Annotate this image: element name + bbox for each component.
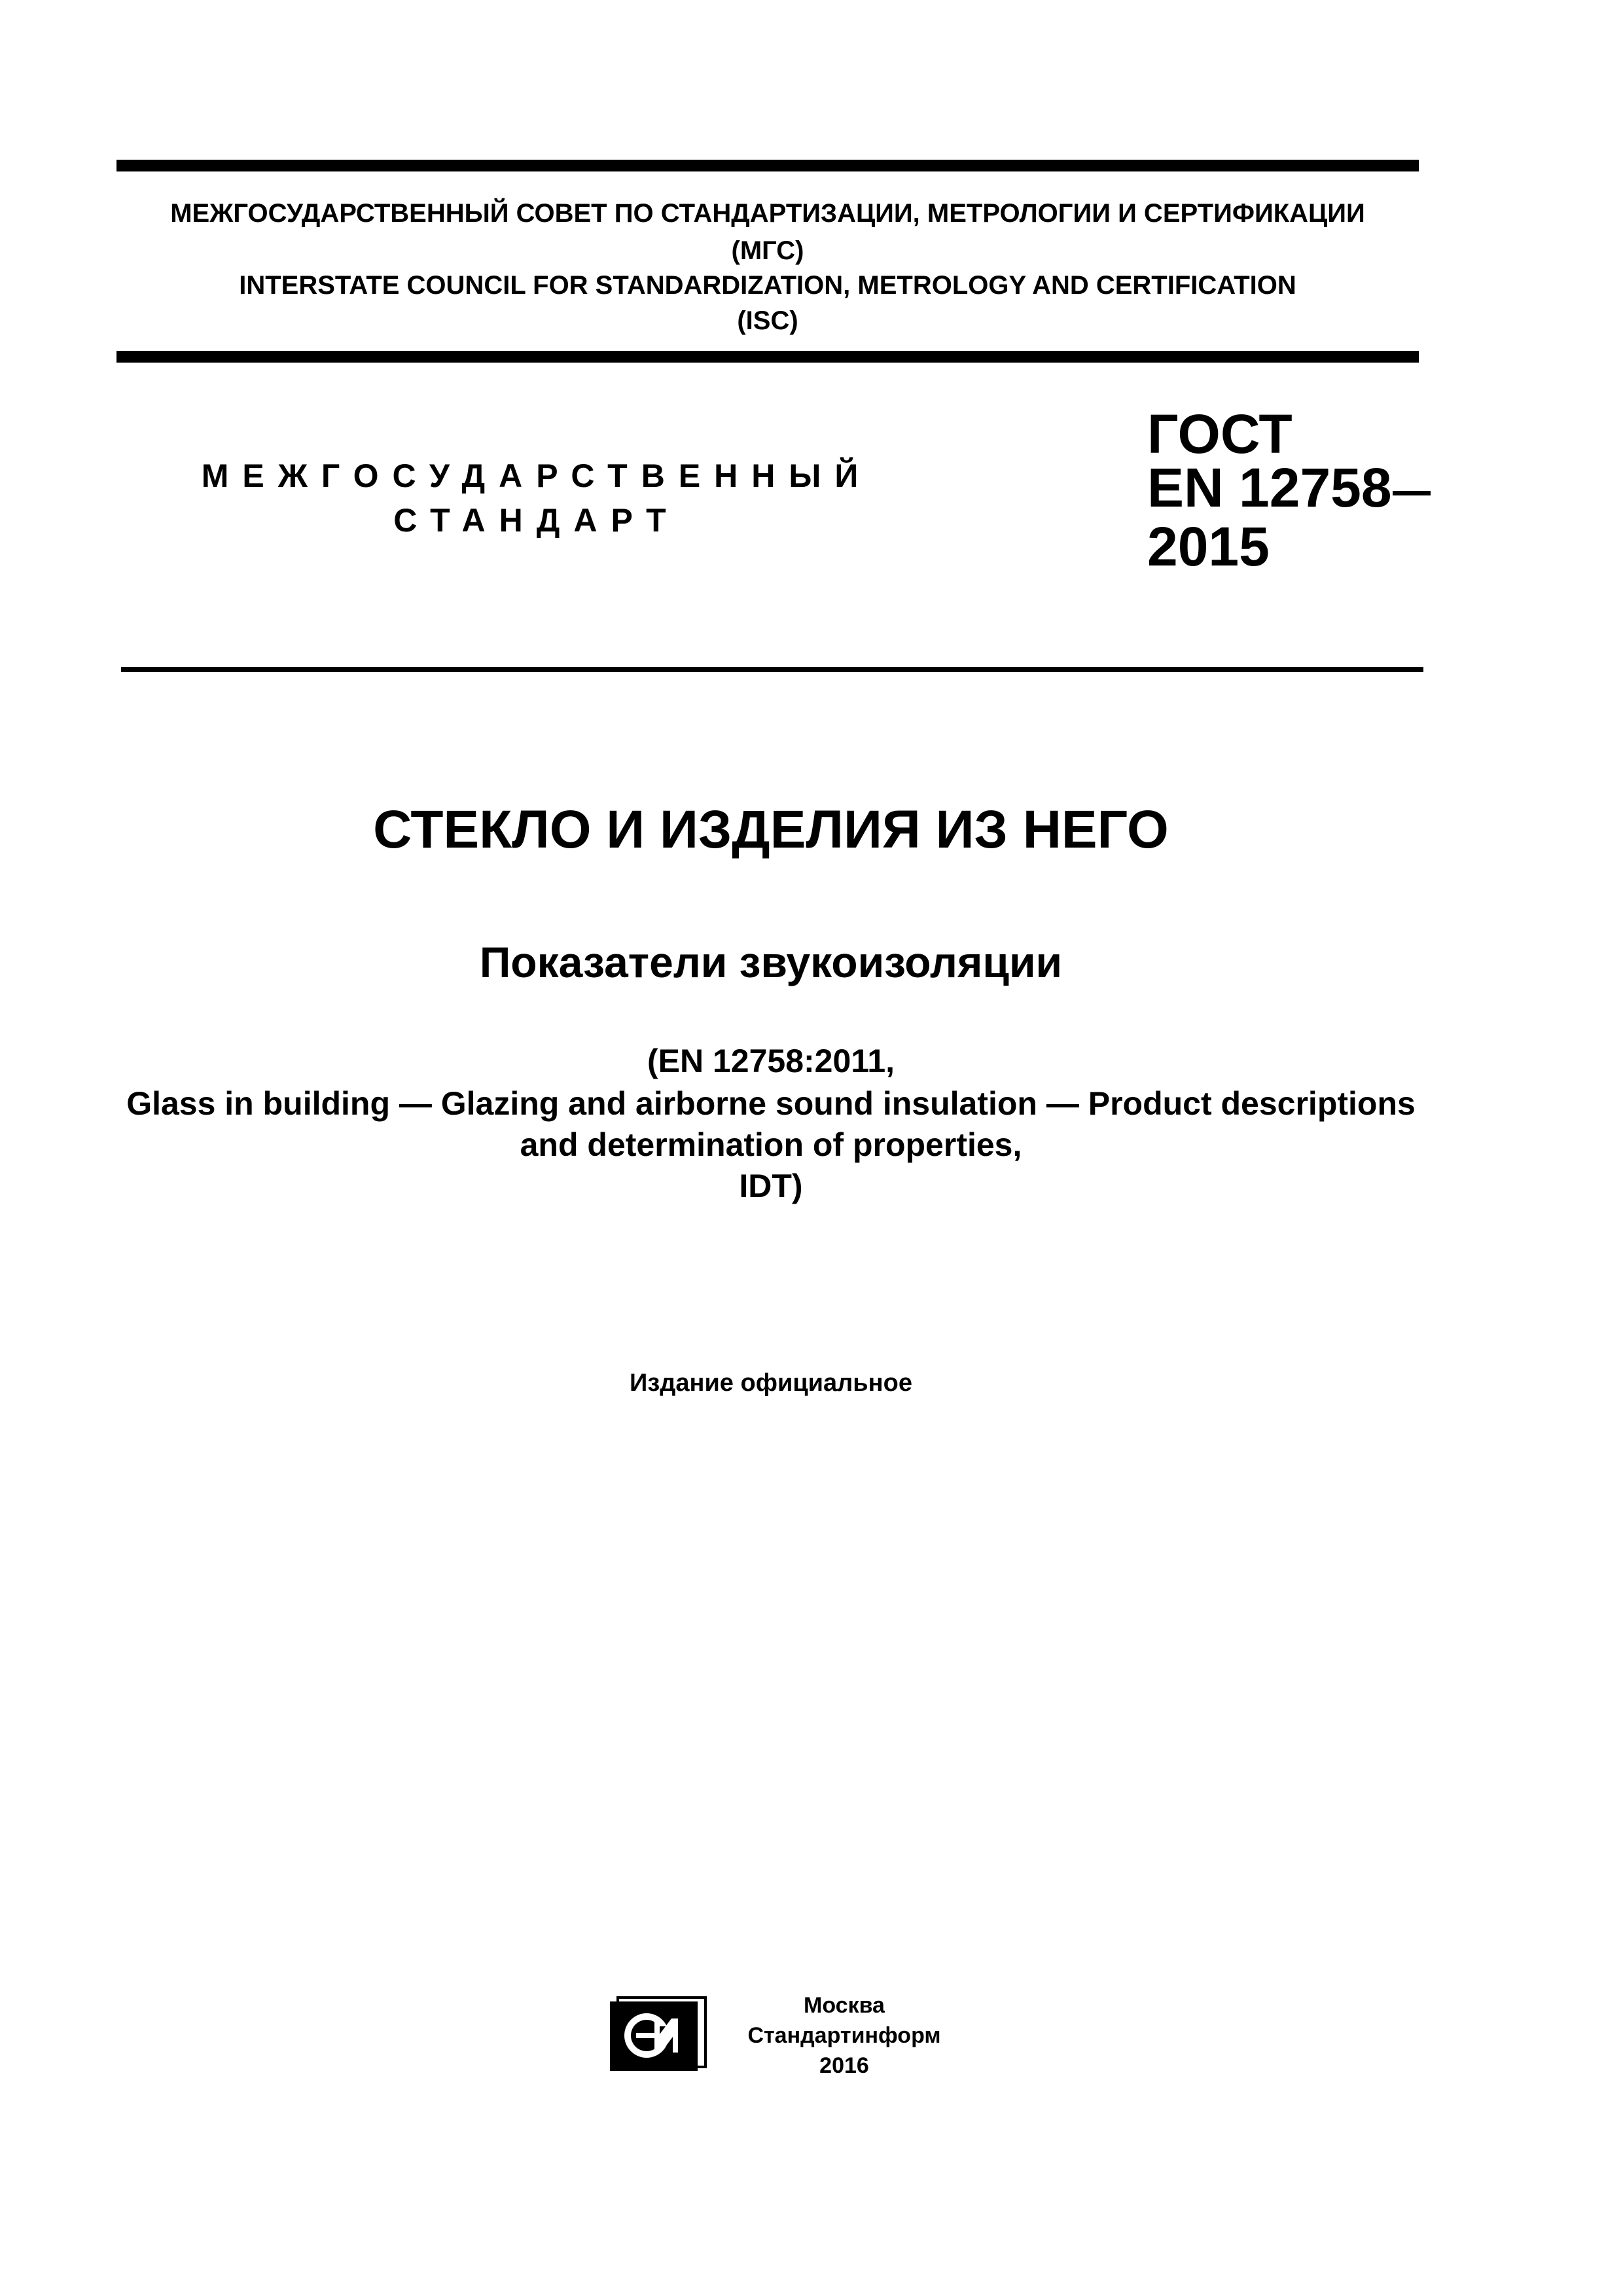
council-name-en: INTERSTATE COUNCIL FOR STANDARDIZATION, METROLOGY AND CERTIFICATION xyxy=(239,271,1296,300)
origin-line-2: Glass in building — Glazing and airborne sound insulation — Product descriptions xyxy=(126,1085,1416,1122)
origin-line-4: IDT) xyxy=(739,1168,803,1204)
designation-bottom-rule xyxy=(121,667,1423,672)
standard-designation-line-3: 2015 xyxy=(1147,516,1270,577)
document-title: СТЕКЛО И ИЗДЕЛИЯ ИЗ НЕГО xyxy=(373,800,1169,859)
edition-label: Издание официальное xyxy=(630,1369,912,1397)
designation-dash xyxy=(1393,491,1431,495)
standartinform-logo-icon xyxy=(609,1996,707,2073)
standard-designation-line-1: ГОСТ xyxy=(1147,403,1293,465)
imprint-publisher: Стандартинформ xyxy=(747,2023,941,2048)
header-bottom-rule xyxy=(116,351,1419,363)
document-subtitle: Показатели звукоизоляции xyxy=(479,938,1063,986)
council-name-ru: МЕЖГОСУДАРСТВЕННЫЙ СОВЕТ ПО СТАНДАРТИЗАЦИИ, МЕТРОЛОГИИ И СЕРТИФИКАЦИИ xyxy=(170,199,1365,228)
origin-line-3: and determination of properties, xyxy=(520,1126,1022,1163)
imprint-year: 2016 xyxy=(819,2053,869,2078)
origin-line-1: (EN 12758:2011, xyxy=(647,1043,895,1079)
imprint-city: Москва xyxy=(804,1993,885,2018)
council-abbreviation-ru: (МГС) xyxy=(731,236,804,265)
standard-kind-line-1: МЕЖГОСУДАРСТВЕННЫЙ xyxy=(201,457,872,494)
top-rule xyxy=(116,160,1419,171)
standard-kind-line-2: СТАНДАРТ xyxy=(393,502,680,539)
council-abbreviation-en: (ISC) xyxy=(737,306,798,335)
standard-designation-line-2: EN 12758 xyxy=(1147,457,1392,518)
